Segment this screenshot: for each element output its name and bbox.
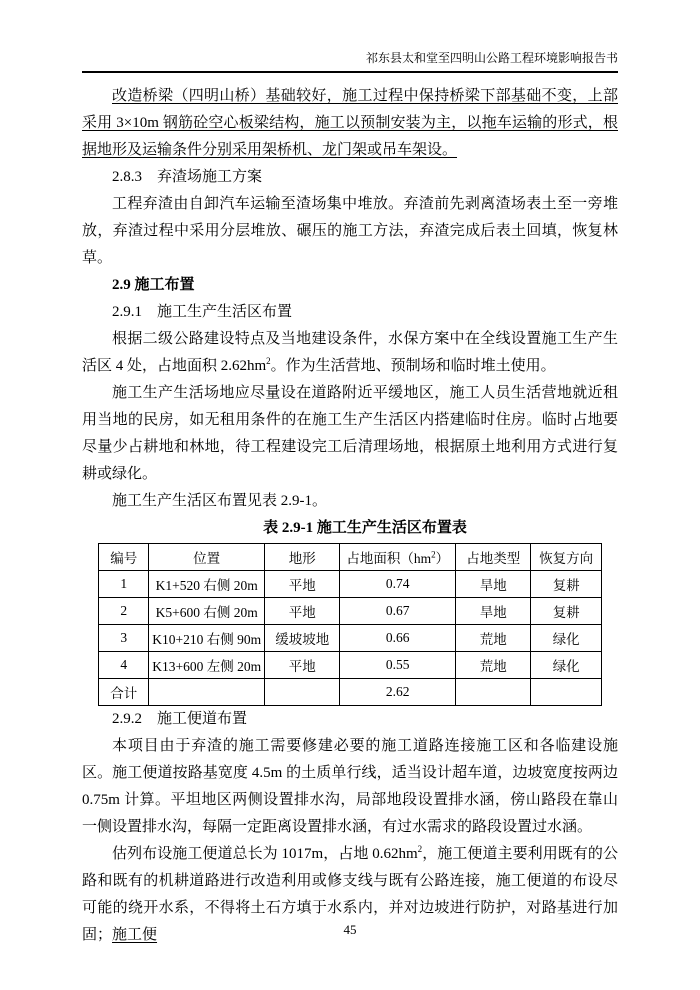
table-cell: [456, 679, 531, 706]
superscript-2: 2: [417, 844, 423, 854]
underlined-text: 改造桥梁（四明山桥）基础较好，施工过程中保持桥梁下部基础不变，上部采用 3×10m 钢筋砼空心板梁结构，施工以预制安装为主，以拖车运输的形式，根据地形及运输条件分别采用架桥机、龙门架或吊车架设。: [82, 88, 618, 158]
superscript-2: 2: [431, 549, 436, 560]
table-header-row: [99, 544, 602, 571]
table-cell: 旱地: [456, 598, 531, 625]
paragraph-haul-road-2: 估列布设施工便道总长为 1017m，占地 $0.62hm^2$，施工便道主要利用既有的公路和既有的机耕道路进行改造利用或修支线与既有公路连接，施工便道的布设尽可能的绕开水系，不得将土石方填于水系内，并对边坡进行防护，对路基进行加固；施工便: [82, 844, 618, 943]
table-cell: 0.67: [340, 598, 456, 625]
table-cell: [531, 679, 601, 706]
table-cell: 荒地: [456, 625, 531, 652]
section-heading-2-9-1: 2.9.1 施工生产生活区布置: [112, 304, 293, 320]
table-cell: 复耕: [531, 571, 601, 598]
table-row: [99, 625, 602, 652]
paragraph-bridge: [82, 83, 618, 164]
table-cell: 2.62: [340, 679, 456, 706]
table-cell: 平地: [265, 571, 340, 598]
section-heading-2-8-3: 2.8.3 弃渣场施工方案: [112, 169, 263, 185]
running-header: [82, 50, 618, 73]
superscript-2: 2: [266, 356, 271, 366]
table-total-row: [99, 679, 602, 706]
table-cell: 平地: [265, 652, 340, 679]
section-heading-2-9: 2.9 施工布置: [112, 277, 195, 293]
table-cell: 合计: [99, 679, 149, 706]
paragraph-haul-road-1: 本项目由于弃渣的施工需要修建必要的施工道路连接施工区和各临建设施区。施工便道按路基宽度 4.5m 的土质单行线，适当设计超车道，边坡宽度按两边 0.75m 计算。平坦地区两侧设置排水沟，局部地段设置排水涵，傍山路段在靠山一侧设置排水沟，每隔一定距离设置排水涵，有过水需求的路段设置过水涵。: [82, 738, 618, 835]
table-cell: 3: [99, 625, 149, 652]
table-cell: 缓坡坡地: [265, 625, 340, 652]
table-cell: 1: [99, 571, 149, 598]
table-cell: K1+520 右侧 20m: [149, 571, 265, 598]
paragraph-see-table: 施工生产生活区布置见表 2.9-1。: [112, 493, 327, 509]
running-header-title: 祁东县太和堂至四明山公路工程环境影响报告书: [365, 51, 618, 65]
table-cell: 0.66: [340, 625, 456, 652]
table-row: [99, 598, 602, 625]
living-area-layout-table: [98, 543, 602, 706]
table-cell: K10+210 右侧 90m: [149, 625, 265, 652]
table-cell: 旱地: [456, 571, 531, 598]
table-cell: [149, 679, 265, 706]
paragraph-spoil-disposal: 工程弃渣由自卸汽车运输至渣场集中堆放。弃渣前先剥离渣场表土至一旁堆放，弃渣过程中采用分层堆放、碾压的施工方法，弃渣完成后表土回填，恢复林草。: [82, 196, 618, 266]
col-header-id: 编号: [99, 544, 149, 571]
table-cell: 绿化: [531, 625, 601, 652]
col-header-terrain: 地形: [265, 544, 340, 571]
page-number: 45: [343, 922, 357, 937]
table-title: 表 2.9-1 施工生产生活区布置表: [263, 520, 467, 536]
underlined-text: 施工便: [112, 927, 158, 943]
table-row: [99, 571, 602, 598]
col-header-area: 占地面积$(hm^2)$: [340, 544, 456, 571]
section-heading-2-9-2: 2.9.2 施工便道布置: [112, 711, 248, 727]
col-header-restore: 恢复方向: [531, 544, 601, 571]
paragraph-site-selection: 施工生产生活场地应尽量设在道路附近平缓地区，施工人员生活营地就近租用当地的民房，如无租用条件的在施工生产生活区内搭建临时住房。临时占地要尽量少占耕地和林地，待工程建设完工后清理场地，根据原土地利用方式进行复耕或绿化。: [82, 385, 618, 482]
table-cell: [265, 679, 340, 706]
table-cell: 复耕: [531, 598, 601, 625]
table-cell: 绿化: [531, 652, 601, 679]
table-cell: K5+600 右侧 20m: [149, 598, 265, 625]
paragraph-living-area: 根据二级公路建设特点及当地建设条件，水保方案中在全线设置施工生产生活区 4 处，占地面积 $2.62hm^2$。作为生活营地、预制场和临时堆土使用。: [82, 331, 618, 374]
table-cell: 4: [99, 652, 149, 679]
col-header-type: 占地类型: [456, 544, 531, 571]
table-cell: 2: [99, 598, 149, 625]
table-row: [99, 652, 602, 679]
table-cell: 0.55: [340, 652, 456, 679]
table-cell: K13+600 左侧 20m: [149, 652, 265, 679]
document-body: [82, 83, 618, 949]
table-cell: 荒地: [456, 652, 531, 679]
table-cell: 平地: [265, 598, 340, 625]
col-header-location: 位置: [149, 544, 265, 571]
table-cell: 0.74: [340, 571, 456, 598]
